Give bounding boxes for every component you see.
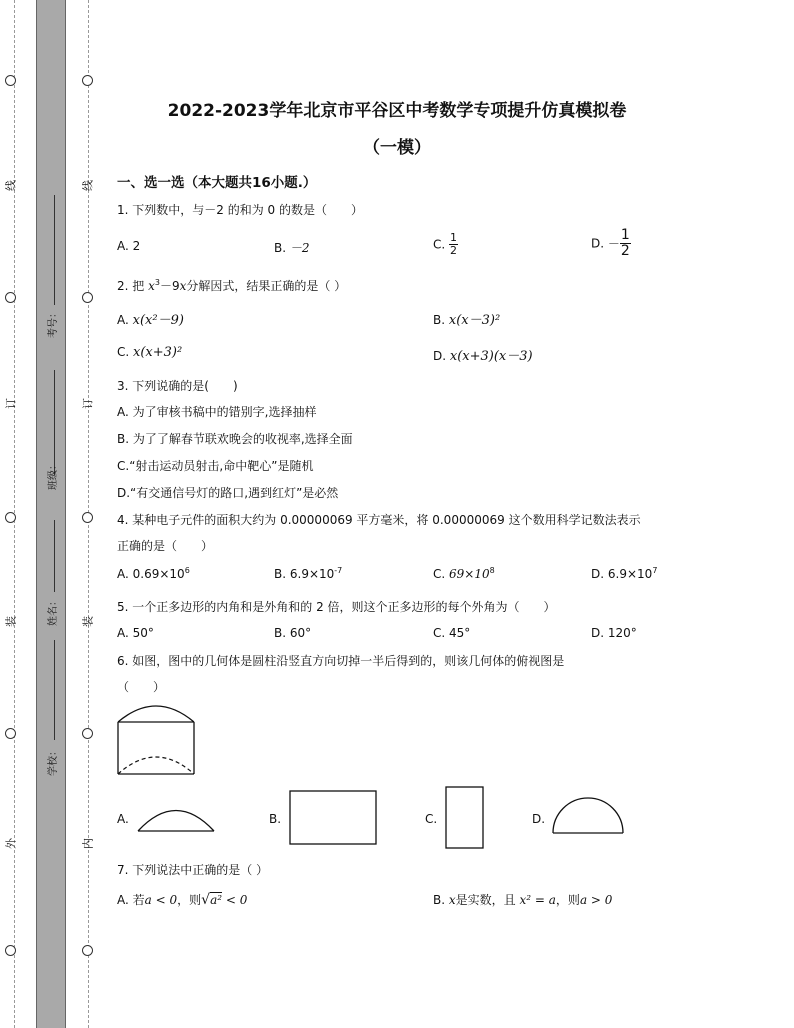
q6-option-b-label: B.: [269, 812, 282, 826]
school-label: 学校：: [48, 746, 59, 776]
q6-option-c-tall-rectangle-shape: [445, 786, 485, 850]
q3-option-a: A. 为了审核书稿中的错别字,选择抽样: [117, 405, 317, 419]
question-2-stem: 2. 把 $x^3-9x$分解因式，结果正确的是（ ）: [117, 278, 347, 293]
write-line: [54, 640, 55, 740]
name-label: 姓名：: [48, 596, 59, 626]
q4-option-c: C. $69\times 10^8$: [433, 566, 495, 581]
q5-option-b: B. 60°: [274, 626, 312, 640]
q4-option-a: A. $0.69\times 10^6$: [117, 566, 190, 581]
q2-option-b: B. x(x－3)²: [433, 313, 501, 328]
question-4-stem-line2: 正确的是（ ）: [117, 539, 214, 553]
q7-option-b: B. x是实数，且 x² = a，则a > 0: [433, 893, 613, 907]
binding-hole: [82, 292, 93, 303]
margin-char-wai: 外: [4, 838, 18, 849]
binding-hole: [5, 292, 16, 303]
binding-hole: [82, 945, 93, 956]
question-6-stem-line2: （ ）: [117, 680, 166, 694]
q6-option-d-label: D.: [532, 812, 546, 826]
section-heading: 一、选一选（本大题共16小题.）: [117, 175, 317, 191]
q6-option-a-label: A.: [117, 812, 129, 826]
margin-char-ding-inner: 订: [81, 398, 95, 409]
margin-char-xian-inner: 线: [81, 180, 95, 191]
q6-option-c-label: C.: [425, 812, 438, 826]
half-cylinder-figure: [114, 700, 198, 780]
page-subtitle: （一模）: [363, 138, 431, 158]
question-6-stem-line1: 6. 如图，图中的几何体是圆柱沿竖直方向切掉一半后得到的，则该几何体的俯视图是: [117, 654, 565, 668]
margin-char-xian: 线: [4, 180, 18, 191]
q2-option-c: C. x(x+3)²: [117, 345, 183, 360]
write-line: [54, 195, 55, 305]
q1-option-c: C. $\frac{1}{2}$: [433, 231, 458, 257]
q6-option-b-rectangle-shape: [289, 790, 377, 846]
binding-hole: [82, 728, 93, 739]
q3-option-d: D.“有交通信号灯的路口,遇到红灯”是必然: [117, 486, 339, 500]
binding-hole: [5, 945, 16, 956]
question-3-stem: 3. 下列说确的是( ): [117, 379, 238, 393]
margin-char-zhuang-inner: 装: [81, 616, 95, 627]
q5-option-d: D. 120°: [591, 626, 637, 640]
q3-option-b: B. 为了了解春节联欢晚会的收视率,选择全面: [117, 432, 353, 446]
question-7-stem: 7. 下列说法中正确的是（ ）: [117, 863, 269, 877]
margin-char-zhuang: 装: [4, 616, 18, 627]
page-title: 2022-2023学年北京市平谷区中考数学专项提升仿真模拟卷: [167, 101, 627, 121]
q2-option-d: D. x(x+3)(x－3): [433, 349, 533, 364]
question-4-stem-line1: 4. 某种电子元件的面积大约为 0.00000069 平方毫米，将 0.00000069 这个数用科学记数法表示: [117, 513, 641, 527]
q4-option-d: D. $6.9\times 10^7$: [591, 566, 658, 581]
binding-band: [36, 0, 66, 1028]
q1-option-b: B. －2: [274, 241, 310, 255]
question-5-stem: 5. 一个正多边形的内角和是外角和的 2 倍，则这个正多边形的每个外角为（ ）: [117, 600, 556, 614]
q5-option-c: C. 45°: [433, 626, 471, 640]
binding-hole: [82, 512, 93, 523]
margin-char-nei: 内: [81, 838, 95, 849]
q5-option-a: A. 50°: [117, 626, 154, 640]
q3-option-c: C.“射击运动员射击,命中靶心”是随机: [117, 459, 314, 473]
binding-hole: [5, 75, 16, 86]
sqrt-sign-icon: √: [201, 892, 211, 908]
binding-hole: [5, 512, 16, 523]
q6-option-a-arc-shape: [136, 802, 216, 834]
q6-option-d-semicircle-shape: [551, 797, 625, 837]
write-line: [54, 520, 55, 592]
margin-char-ding: 订: [4, 398, 18, 409]
class-label: 班级：: [48, 460, 59, 490]
binding-hole: [82, 75, 93, 86]
q1-option-d: D. － $\frac{1}{2}$: [591, 227, 630, 259]
exam-number-label: 考号：: [48, 308, 59, 338]
question-1-stem: 1. 下列数中，与－2 的和为 0 的数是（ ）: [117, 203, 363, 217]
q4-option-b: B. $6.9\times 10^{-7}$: [274, 566, 343, 581]
q1-option-a: A. 2: [117, 239, 141, 253]
binding-hole: [5, 728, 16, 739]
q7-option-a: A. 若a < 0，则√a² < 0: [117, 892, 248, 908]
q2-option-a: A. x(x²－9): [117, 313, 184, 328]
